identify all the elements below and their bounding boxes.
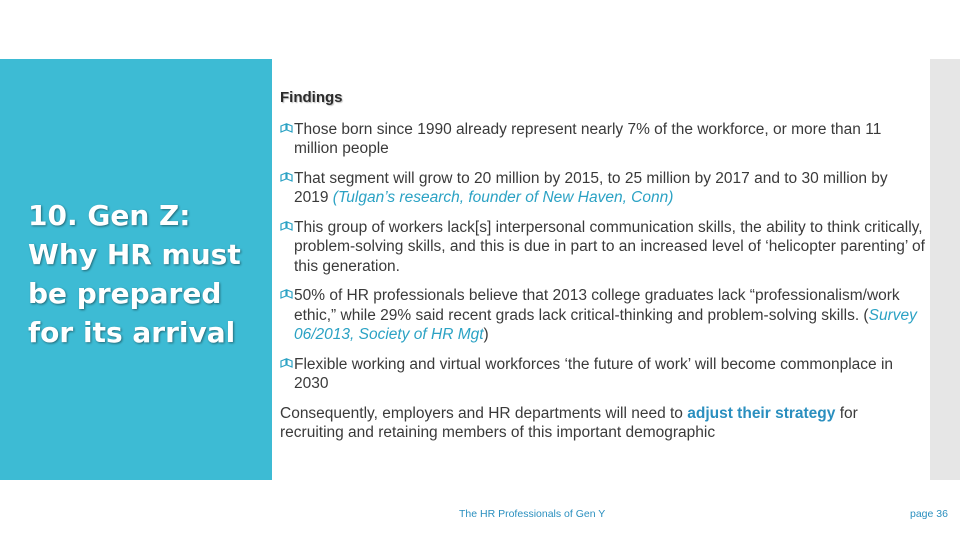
- conclusion-highlight: adjust their strategy: [687, 404, 836, 422]
- book-arrow-icon: [280, 122, 294, 136]
- finding-text: 50% of HR professionals believe that 2013 college graduates lack “professionalism/work ethic,” while 29% said recent grads lack critical-thinking and problem-solving skills. (: [294, 287, 900, 324]
- book-arrow-icon: [280, 288, 294, 302]
- finding-text: That segment will grow to 20 million by 2015, to 25 million by 2017 and to 30 million by 2019: [294, 169, 888, 206]
- page-number: page 36: [910, 508, 948, 520]
- finding-text: Those born since 1990 already represent nearly 7% of the workforce, or more than 11 million people: [294, 120, 882, 157]
- book-arrow-icon: [280, 357, 294, 371]
- book-arrow-icon: [280, 171, 294, 185]
- finding-item: [280, 169, 925, 208]
- findings-heading: Findings: [280, 89, 343, 106]
- conclusion-after: for recruiting and retaining members of this important demographic: [280, 404, 858, 441]
- conclusion-before: Consequently, employers and HR departments will need to: [280, 404, 688, 422]
- finding-citation-close: ): [668, 189, 674, 206]
- finding-item: [280, 286, 925, 345]
- book-arrow-icon: [280, 220, 294, 234]
- finding-text: Flexible working and virtual workforces ‘the future of work’ will become commonplace in 2030: [294, 355, 894, 392]
- finding-citation-close: ): [483, 326, 489, 343]
- finding-item: [280, 218, 925, 277]
- slide-content: [280, 88, 925, 443]
- finding-text: This group of workers lack[s] interpersonal communication skills, the ability to think critically, problem-solving skills, and this is due in part to an increased level of ‘helicopter parenting’ of this generation.: [294, 218, 925, 275]
- findings-list: [280, 120, 925, 394]
- finding-item: [280, 120, 925, 159]
- finding-item: [280, 355, 925, 394]
- slide-title: 10. Gen Z: Why HR must be prepared for its arrival: [28, 199, 241, 349]
- conclusion-text: [280, 404, 925, 443]
- footer-text: The HR Professionals of Gen Y: [459, 508, 606, 520]
- finding-citation: Survey 06/2013, Society of HR Mgt: [294, 306, 917, 343]
- right-gray-strip: [930, 59, 960, 480]
- finding-citation: (Tulgan’s research, founder of New Haven, Conn: [332, 189, 669, 206]
